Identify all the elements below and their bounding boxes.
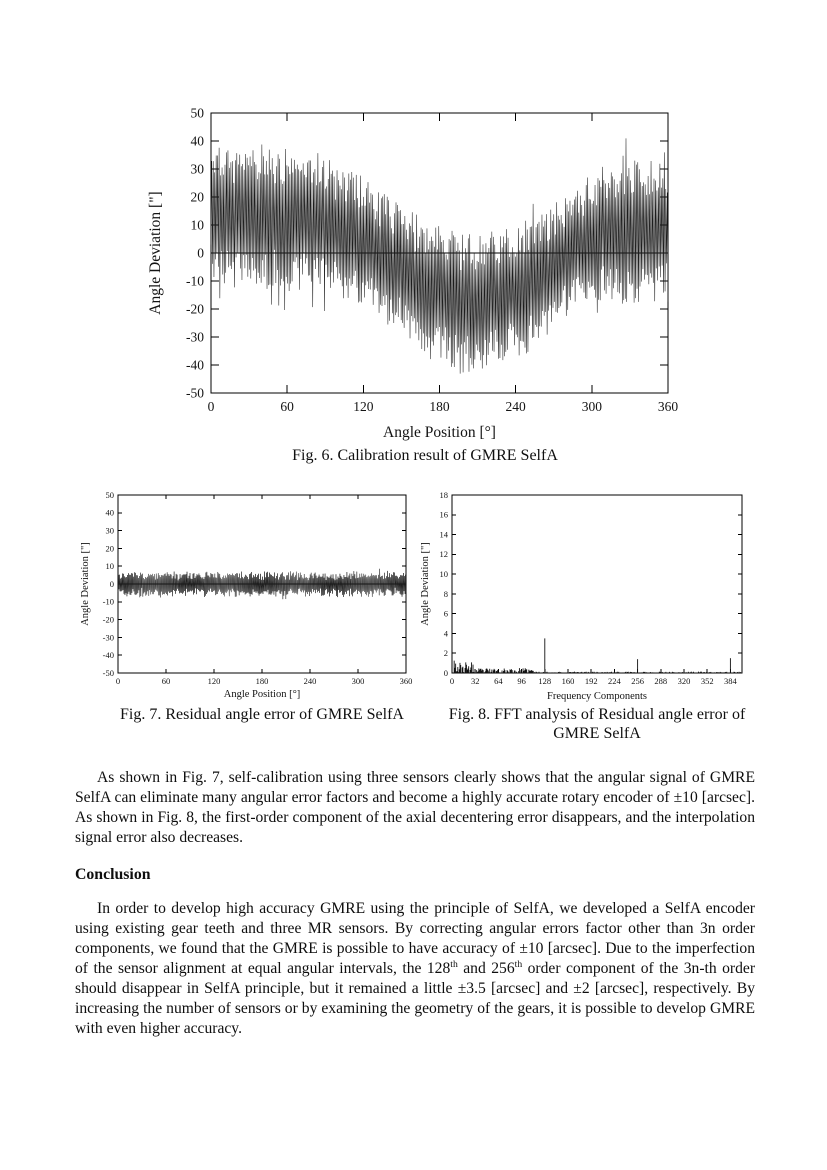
conclusion-heading: Conclusion <box>75 866 151 883</box>
x-tick-label: 300 <box>581 399 602 414</box>
fig7-caption: Fig. 7. Residual angle error of GMRE SelfA <box>120 706 404 723</box>
superscript: th <box>514 958 523 970</box>
y-tick-label: -20 <box>186 301 204 317</box>
y-axis-label: Angle Deviation ["] <box>420 542 431 626</box>
y-tick-label: -30 <box>186 329 204 345</box>
y-tick-label: -50 <box>102 667 114 678</box>
y-tick-label: 50 <box>190 105 204 121</box>
y-tick-label: 20 <box>190 189 204 205</box>
x-tick-label: 60 <box>161 676 171 686</box>
x-tick-label: 192 <box>584 676 598 686</box>
x-tick-label: 256 <box>631 676 644 686</box>
y-tick-label: 18 <box>439 489 448 500</box>
body-paragraph <box>75 768 755 848</box>
y-tick-label: -10 <box>186 273 204 289</box>
y-tick-label: 10 <box>439 569 448 580</box>
x-tick-label: 180 <box>429 399 450 414</box>
y-tick-label: 0 <box>197 245 204 261</box>
superscript: th <box>450 958 458 970</box>
signal-trace <box>211 138 668 373</box>
x-tick-label: 360 <box>657 399 679 414</box>
conclusion-paragraph-text <box>75 900 755 1037</box>
fig6-calibration-chart <box>145 100 705 445</box>
y-tick-label: -30 <box>102 632 114 643</box>
x-axis-label: Frequency Components <box>546 691 648 702</box>
fig8-fft-chart <box>418 487 766 705</box>
text-run: In order to develop high accuracy GMRE using the principle of SelfA, we developed a SelfA encoder using existing gear teeth and three MR sensors. By correcting angular errors factor other than 3n order components, we found that the GMRE is possible to have accuracy of ±10 [arcsec]. Due to the imperfection of the sensor alignment at equal angular intervals, the 128 <box>75 899 755 977</box>
conclusion-paragraph <box>75 899 755 1039</box>
y-tick-label: 12 <box>439 549 448 560</box>
y-tick-label: 10 <box>190 217 204 233</box>
y-tick-label: 40 <box>105 507 114 518</box>
x-tick-label: 360 <box>399 676 413 686</box>
y-tick-label: 20 <box>105 543 114 554</box>
x-tick-label: 240 <box>505 399 526 414</box>
y-tick-label: 0 <box>109 578 114 589</box>
y-tick-label: 10 <box>105 561 114 572</box>
x-tick-label: 96 <box>517 676 526 686</box>
y-tick-label: 40 <box>190 133 204 149</box>
x-tick-label: 300 <box>351 676 365 686</box>
x-tick-label: 32 <box>470 676 480 686</box>
x-axis-label: Angle Position [°] <box>223 689 301 700</box>
x-tick-label: 240 <box>303 676 317 686</box>
fig6-caption: Fig. 6. Calibration result of GMRE SelfA <box>292 447 558 464</box>
x-tick-label: 224 <box>608 676 621 686</box>
x-tick-label: 0 <box>207 399 215 414</box>
x-tick-label: 60 <box>280 399 294 414</box>
x-tick-label: 320 <box>677 676 691 686</box>
plot-frame <box>452 495 742 673</box>
y-tick-label: -40 <box>102 650 114 661</box>
y-tick-label: -10 <box>102 596 114 607</box>
y-tick-label: 4 <box>443 628 448 639</box>
x-tick-label: 0 <box>449 676 455 686</box>
x-tick-label: 180 <box>255 676 269 686</box>
y-tick-label: 0 <box>443 667 448 678</box>
y-axis-label: Angle Deviation ["] <box>80 542 91 626</box>
y-tick-label: 50 <box>105 489 114 500</box>
y-tick-label: 14 <box>439 529 448 540</box>
text-run: order component of the 3n-th order should disappear in SelfA principle, but it remained a little ±3.5 [arcsec] and ±2 [arcsec], respectively. By increasing the number of sensors or by examining the geometry of the gears, it is possible to develop GMRE with even higher accuracy. <box>75 959 756 1037</box>
x-tick-label: 120 <box>353 399 374 414</box>
y-tick-label: 2 <box>443 648 448 659</box>
y-tick-label: 8 <box>443 588 448 599</box>
y-tick-label: 30 <box>190 161 204 177</box>
x-tick-label: 352 <box>700 676 714 686</box>
y-tick-label: -20 <box>102 614 114 625</box>
y-tick-label: 16 <box>439 509 448 520</box>
body-paragraph-text: As shown in Fig. 7, self-calibration using three sensors clearly shows that the angular signal of GMRE SelfA can eliminate many angular error factors and become a highly accurate rotary encoder of ±10 [arcsec]. As shown in Fig. 8, the first-order component of the axial decentering error disappears, and the interpolation signal error also decreases. <box>75 768 755 846</box>
x-tick-label: 64 <box>494 676 503 686</box>
x-axis-label: Angle Position [°] <box>383 424 496 441</box>
x-tick-label: 128 <box>538 676 552 686</box>
text-run: and 256 <box>457 959 515 977</box>
x-tick-label: 288 <box>654 676 668 686</box>
y-axis-label: Angle Deviation ["] <box>147 191 164 315</box>
x-tick-label: 0 <box>115 676 121 686</box>
x-tick-label: 120 <box>207 676 221 686</box>
y-tick-label: -40 <box>186 357 204 373</box>
y-tick-label: 30 <box>105 525 114 536</box>
x-tick-label: 384 <box>724 676 737 686</box>
y-tick-label: 6 <box>443 608 448 619</box>
fig8-caption: Fig. 8. FFT analysis of Residual angle error of GMRE SelfA <box>448 706 746 742</box>
x-tick-label: 160 <box>561 676 575 686</box>
fig7-residual-error-chart <box>72 487 420 705</box>
y-tick-label: -50 <box>186 385 204 401</box>
